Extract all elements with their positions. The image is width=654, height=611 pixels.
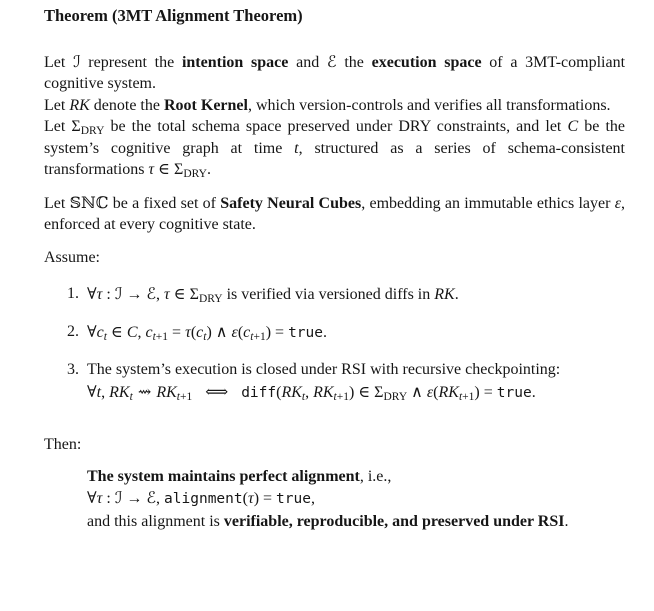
text-run: c: [196, 323, 204, 341]
text-run: ,: [137, 323, 146, 341]
text-run: RK: [313, 383, 334, 401]
text-run: DRY: [183, 168, 207, 180]
text-run: DRY: [80, 125, 105, 137]
text-run: ∀: [87, 488, 97, 507]
text-run: , i.e.,: [359, 467, 392, 485]
text-run: , structured as a series of schema-consistent transformations: [44, 139, 625, 178]
text-run: ε: [426, 383, 434, 401]
conclusion-line-1: [87, 466, 625, 488]
text-run: denote the: [89, 96, 164, 114]
text-run: t: [294, 139, 299, 157]
text-run: diff: [241, 384, 277, 401]
text-run: true: [496, 384, 532, 401]
text-run: +1: [180, 390, 193, 403]
text-run: be the total schema space preserved under DRY constraints, and let: [104, 118, 568, 135]
text-run: ⇝: [132, 381, 157, 401]
text-run: ,: [156, 286, 165, 303]
text-run: ⟺: [205, 383, 229, 401]
text-run: +1: [462, 390, 475, 403]
text-run: .: [206, 161, 211, 178]
text-run: τ: [164, 286, 170, 303]
text-run: c: [145, 323, 153, 341]
text-run: Safety Neural Cubes: [220, 194, 362, 212]
text-run: true: [276, 491, 311, 507]
text-run: ∈: [106, 323, 127, 341]
text-run: τ: [247, 490, 254, 507]
text-run: (: [190, 323, 197, 341]
text-run: (: [276, 383, 282, 401]
conclusion-line-3: [87, 511, 625, 533]
text-run: :: [102, 490, 115, 507]
text-run: +1: [253, 330, 266, 343]
text-run: ∧: [407, 383, 427, 401]
text-run: Let: [44, 194, 70, 212]
text-run: Let: [44, 53, 74, 71]
text-run: ∀: [87, 284, 97, 303]
text-run: of a 3MT-compliant cognitive system.: [44, 53, 626, 92]
text-run: RK: [69, 96, 90, 114]
text-run: τ: [185, 323, 191, 341]
text-run: (: [237, 323, 244, 341]
text-run: .: [531, 383, 536, 401]
text-run: (: [433, 383, 439, 401]
text-run: ,: [310, 490, 315, 507]
text-run: the: [336, 53, 372, 71]
text-run: true: [288, 324, 323, 341]
text-run: intention space: [181, 53, 289, 71]
text-run: DRY: [198, 293, 223, 305]
text-run: DRY: [383, 390, 408, 403]
text-run: is verified via versioned diffs in: [222, 286, 435, 303]
text-run: and: [288, 53, 327, 71]
text-run: ∈ Σ: [154, 161, 184, 178]
text-run: alignment: [164, 491, 243, 507]
text-run: Assume:: [44, 248, 100, 266]
text-run: t: [333, 390, 337, 403]
text-run: Root Kernel: [163, 96, 248, 114]
conclusion-line-2: [87, 487, 625, 511]
assumption-1: [44, 283, 625, 306]
text-run: .: [454, 286, 459, 303]
text-run: ∈ Σ: [169, 286, 199, 303]
text-run: RK: [109, 383, 130, 401]
text-run: t: [250, 330, 254, 343]
text-run: →: [122, 286, 147, 303]
text-run: and this alignment is: [87, 512, 224, 530]
text-run: ) ∧: [206, 323, 232, 341]
text-run: τ: [148, 161, 155, 178]
text-run: t: [203, 330, 207, 343]
text-run: ℰ: [146, 488, 157, 507]
text-run: .: [564, 512, 569, 530]
text-run: ) =: [474, 383, 497, 401]
text-run: RK: [156, 383, 177, 401]
text-run: c: [243, 323, 251, 341]
premise-root-kernel: [44, 95, 625, 117]
text-run: The system maintains perfect alignment: [87, 467, 360, 485]
text-run: ) ∈ Σ: [349, 383, 384, 401]
text-run: , embedding an immutable ethics layer: [361, 194, 615, 212]
text-run: (: [242, 490, 248, 507]
text-run: Let: [44, 96, 70, 114]
text-run: +1: [336, 390, 349, 403]
text-run: Let Σ: [44, 118, 81, 135]
assume-label: [44, 247, 625, 269]
text-run: t: [129, 390, 133, 403]
text-run: ℰ: [146, 284, 157, 303]
text-run: ε: [231, 323, 238, 341]
text-run: t: [103, 330, 107, 343]
text-run: The system’s execution is closed under RSI with recursive checkpointing:: [87, 361, 561, 378]
text-run: c: [96, 323, 104, 341]
then-label: [44, 434, 625, 456]
premise-schema-space: [44, 116, 625, 181]
text-run: ℐ: [114, 284, 123, 303]
text-run: execution space: [371, 53, 482, 71]
text-run: ℰ: [326, 51, 337, 71]
text-run: , enforced at every cognitive state.: [44, 194, 626, 233]
text-run: C: [126, 323, 138, 341]
text-run: ) =: [253, 490, 277, 507]
premise-intention-execution-spaces: [44, 51, 625, 95]
text-run: be the system’s cognitive graph at time: [44, 118, 625, 157]
text-run: t: [96, 383, 102, 401]
text-run: C: [567, 118, 579, 135]
text-run: , which version-controls and verifies all transformations.: [247, 96, 611, 114]
text-run: ) =: [265, 323, 289, 341]
text-run: t: [458, 390, 463, 403]
text-run: verifiable, reproducible, and preserved under RSI: [223, 512, 565, 530]
text-run: RK: [434, 286, 455, 303]
text-run: RK: [438, 383, 459, 401]
assumption-2: [44, 321, 625, 345]
text-run: ∀: [87, 321, 97, 341]
text-run: t: [152, 330, 156, 343]
text-run: τ: [96, 286, 103, 303]
text-run: ,: [101, 383, 110, 401]
list-item-number: 3.: [67, 361, 79, 378]
text-run: ∀: [87, 381, 97, 401]
premise-safety-neural-cubes: [44, 192, 625, 236]
text-run: t: [301, 390, 306, 403]
text-run: ε: [614, 194, 622, 212]
text-run: .: [322, 323, 327, 341]
text-run: +1: [155, 330, 169, 343]
theorem-title: Theorem (3MT Alignment Theorem): [44, 6, 303, 25]
text-run: Then:: [44, 436, 82, 453]
text-run: :: [102, 286, 115, 303]
text-run: →: [122, 490, 147, 507]
theorem-body: [44, 51, 625, 533]
text-run: t: [176, 390, 180, 403]
text-run: ,: [305, 383, 314, 401]
assumption-3: [44, 359, 625, 404]
text-run: =: [168, 323, 186, 341]
list-item-number: 1.: [67, 285, 79, 302]
text-run: 𝕊ℕℂ: [69, 192, 109, 212]
text-run: be a fixed set of: [108, 194, 221, 212]
text-run: ℐ: [114, 488, 123, 507]
text-run: RK: [281, 383, 302, 401]
text-run: ℐ: [73, 51, 81, 71]
list-item-number: 2.: [67, 322, 79, 340]
text-run: ,: [156, 490, 165, 507]
text-run: represent the: [80, 53, 182, 71]
text-run: τ: [96, 490, 103, 507]
